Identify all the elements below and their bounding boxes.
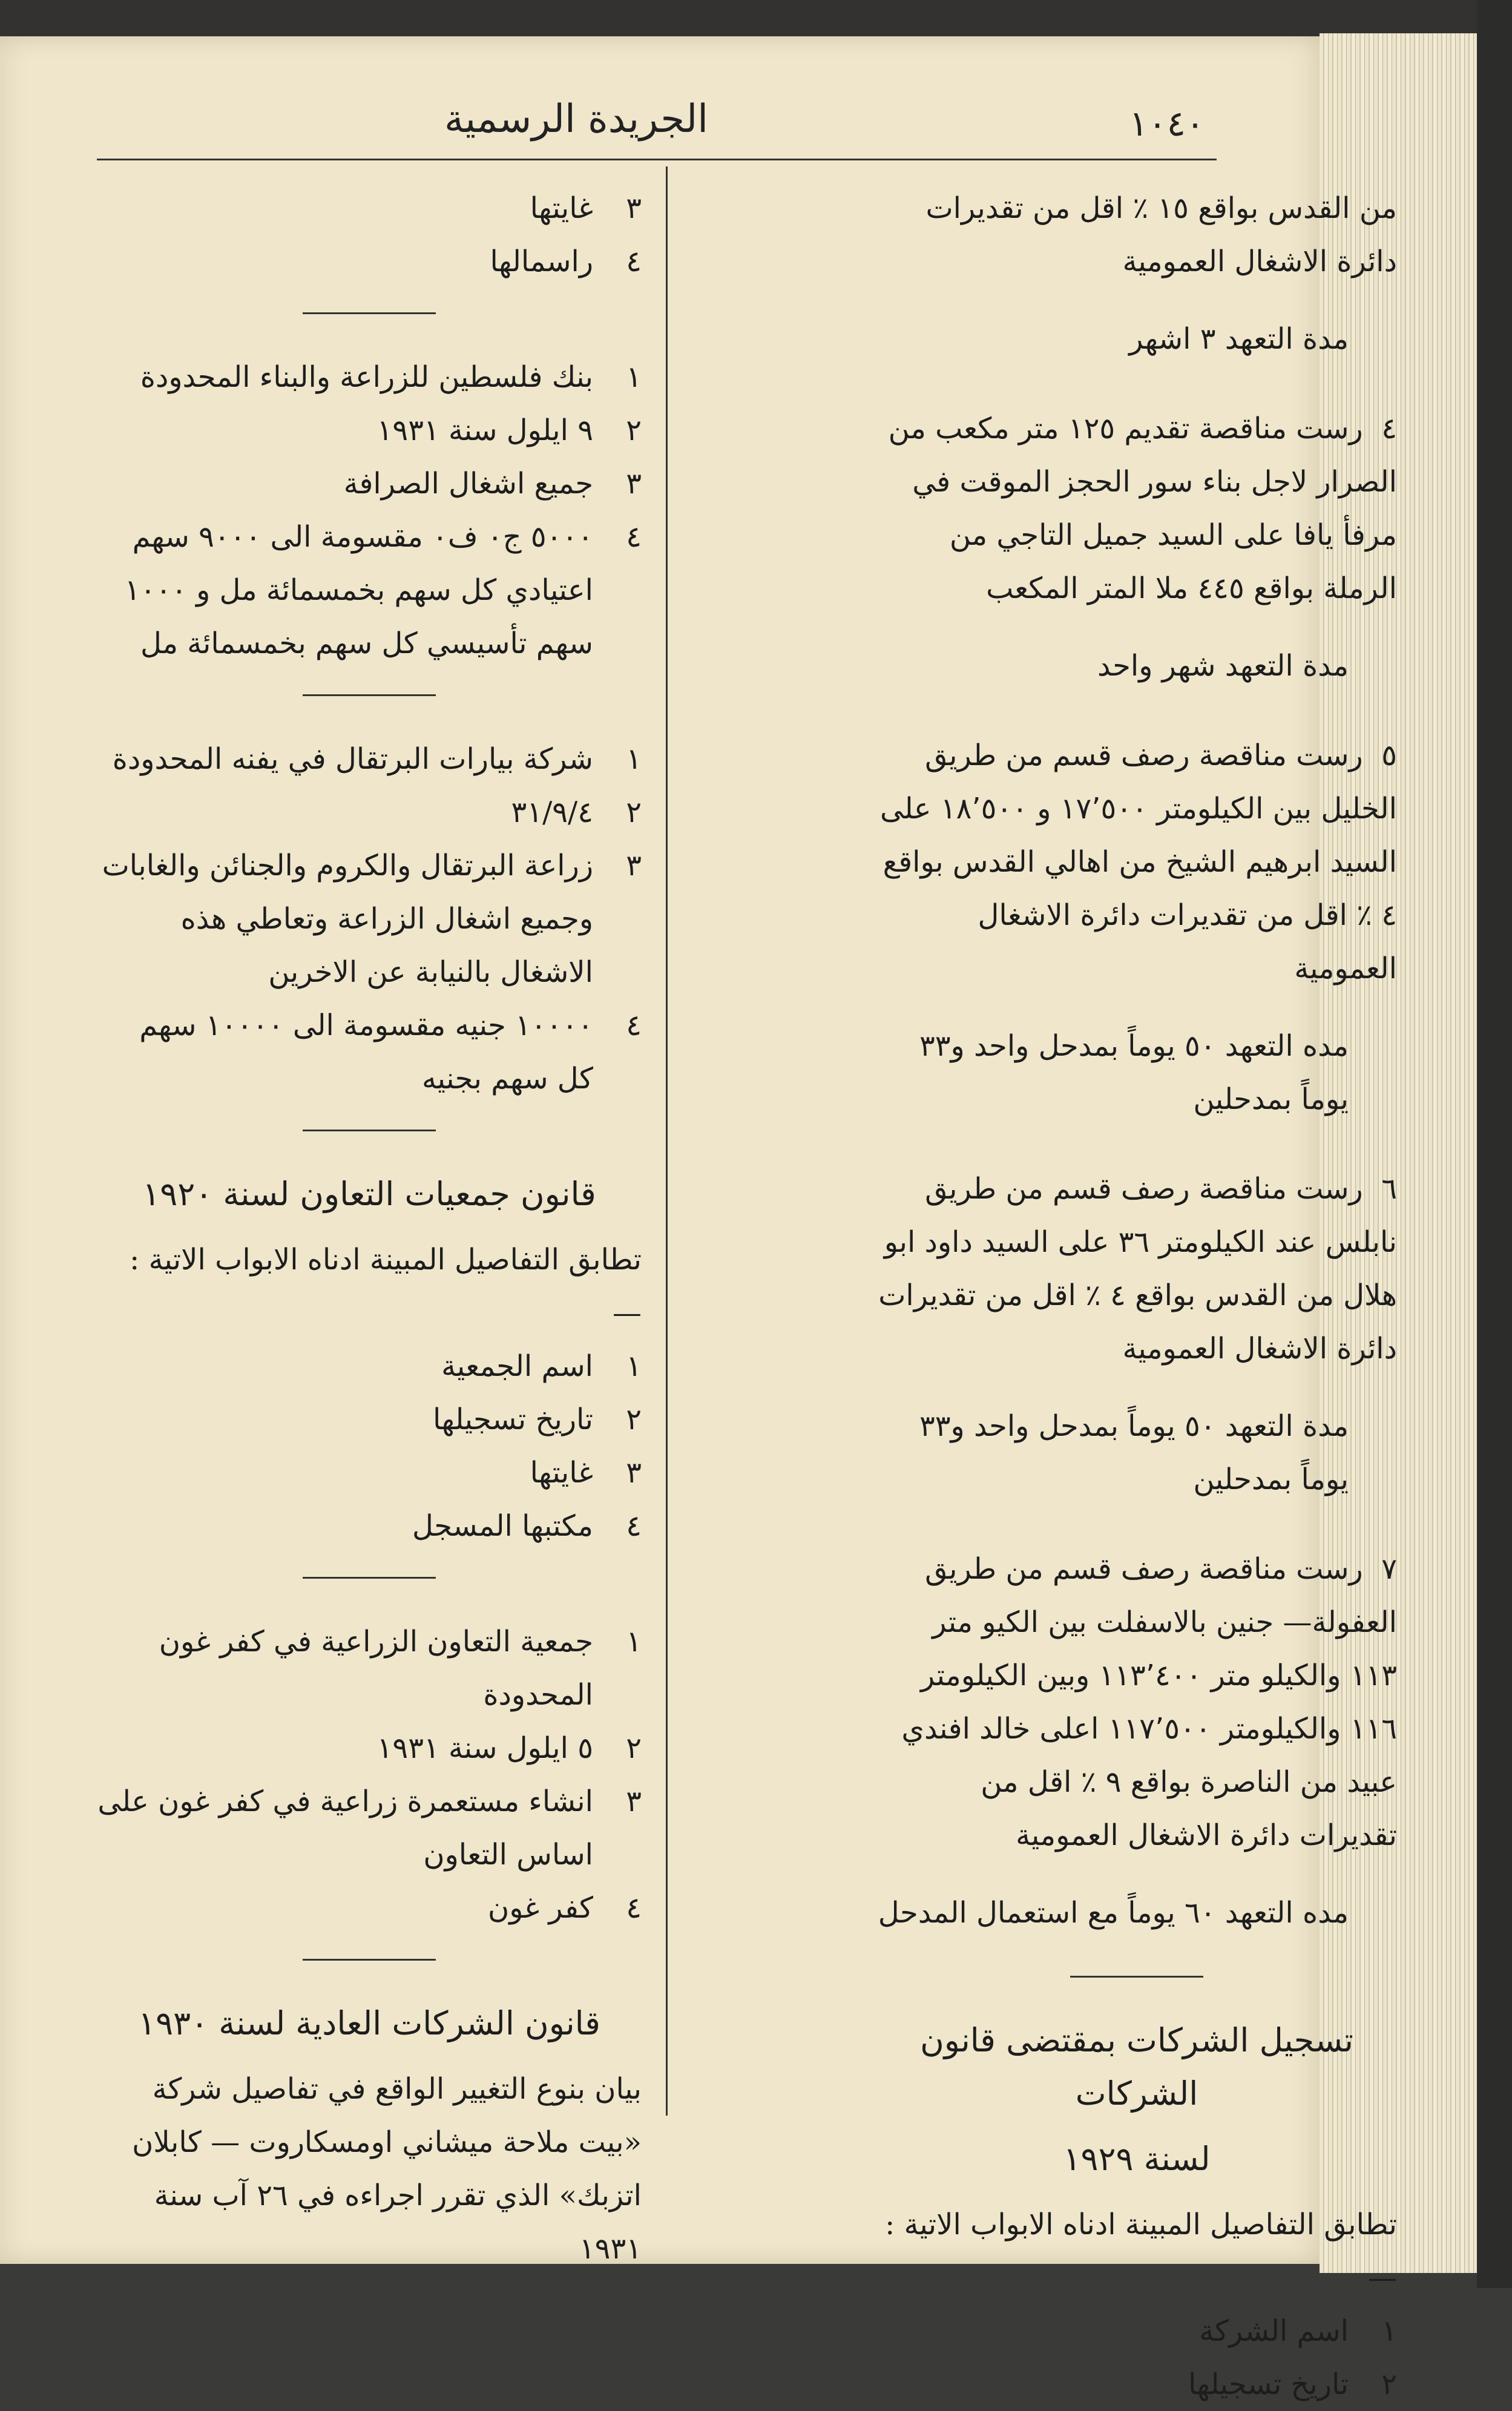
coop-intro: تطابق التفاصيل المبينة ادناه الابواب الاتية : —	[130, 1243, 642, 1330]
list-item: ١ بنك فلسطين للزراعة والبناء المحدودة	[140, 360, 642, 394]
separator	[303, 694, 436, 696]
tender-6	[876, 1162, 1397, 1506]
tender-number: ٥	[1381, 738, 1397, 772]
list-item: ٤ كفر غون	[487, 1891, 642, 1925]
list-item: ٢ ٥ ايلول سنة ١٩٣١	[376, 1731, 642, 1765]
book-top-shadow	[0, 0, 1512, 36]
list-item: ٣ جميع اشغال الصرافة	[343, 467, 642, 501]
company-2	[97, 732, 642, 1105]
separator	[303, 1130, 436, 1131]
tender-text: رست مناقصة رصف قسم من طريق الخليل بين الكيلومتر ١٧٬٥٠٠ و ١٨٬٥٠٠ على السيد ابرهيم الشيخ من اهالي القدس بواقع ٤ ٪ اقل من تقديرات دائرة الاشغال العمومية	[880, 738, 1397, 985]
tender-number: ٧	[1381, 1552, 1397, 1586]
list-item: ٤ مكتبها المسجل	[412, 1509, 642, 1543]
column-divider	[666, 166, 668, 2116]
right-column	[876, 182, 1397, 2411]
separator	[303, 1577, 436, 1579]
tender-duration: مده التعهد ٥٠ يوماً بمدحل واحد و٣٣ يوماً بمدحلين	[919, 1029, 1349, 1116]
list-item: ١ شركة بيارات البرتقال في يفنه المحدودة	[112, 742, 642, 776]
company-1	[97, 350, 642, 670]
tender-duration: مدة التعهد شهر واحد	[1097, 649, 1349, 683]
page-header	[97, 91, 1223, 157]
list-item: ٢ ٩ ايلول سنة ١٩٣١	[376, 413, 642, 447]
tender-text: رست مناقصة رصف قسم من طريق نابلس عند الكيلومتر ٣٦ على السيد داود ابو هلال من القدس بواقع ٤ ٪ اقل من تقديرات دائرة الاشغال العمومية	[878, 1172, 1397, 1366]
list-item: ١ اسم الجمعية	[441, 1349, 642, 1383]
separator	[1070, 1976, 1203, 1978]
list-item: ٣ غايتها	[530, 1456, 642, 1490]
gazette-title: الجريدة الرسمية	[444, 97, 708, 142]
tender-text: رست مناقصة رصف قسم من طريق العفولة— جنين بالاسفلت بين الكيو متر ١١٣ والكيلو متر ١١٣٬٤٠٠ وبين الكيلومتر ١١٦ والكيلومتر ١١٧٬٥٠٠ اعلى خالد افندي عبيد من الناصرة بواقع ٩ ٪ اقل من تقديرات دائرة الاشغال العمومية	[901, 1552, 1397, 1852]
tender-4	[876, 402, 1397, 692]
list-item: ٢ ٣١/٩/٤	[511, 795, 642, 829]
coop-1	[97, 1615, 642, 1935]
tender-5	[876, 729, 1397, 1126]
list-item: ٣ زراعة البرتقال والكروم والجنائن والغابات وجميع اشغال الزراعة وتعاطي هذه الاشغال بالنيابة عن الاخرين	[102, 849, 642, 989]
list-item: ٤ ١٠٠٠٠ جنيه مقسومة الى ١٠٠٠٠ سهم كل سهم بجنيه	[139, 1008, 642, 1096]
section-year: لسنة ١٩٢٩	[1063, 2140, 1211, 2178]
coop-law-title: قانون جمعيات التعاون لسنة ١٩٢٠	[142, 1175, 596, 1213]
list-item: ٤ راسمالها	[490, 245, 642, 278]
header-rule	[97, 159, 1217, 160]
list-item: ١ جمعية التعاون الزراعية في كفر غون المحدودة	[159, 1625, 642, 1712]
tender-number: ٦	[1381, 1172, 1397, 1206]
page-number: ١٠٤٠	[1129, 103, 1205, 144]
list-item: ٣ غايتها	[530, 191, 642, 225]
left-column	[97, 182, 642, 2275]
ordinary-companies-law-title: قانون الشركات العادية لسنة ١٩٣٠	[138, 2004, 600, 2042]
separator	[303, 312, 436, 314]
ordinary-companies-text: بيان بنوع التغيير الواقع في تفاصيل شركة «بيت ملاحة ميشاني اومسكاروت — كابلان اتزبك» الذي تقرر اجراءه في ٢٦ آب سنة ١٩٣١	[132, 2072, 642, 2266]
list-item: ١ اسم الشركة	[1199, 2314, 1397, 2348]
tender-duration: مدة التعهد ٥٠ يوماً بمدحل واحد و٣٣ يوماً بمدحلين	[919, 1409, 1349, 1496]
list-item: ٤ ٥٠٠٠ ج٠ ف٠ مقسومة الى ٩٠٠٠ سهم اعتيادي كل سهم بخمسمائة مل و ١٠٠٠ سهم تأسيسي كل سهم بخمسمائة مل	[124, 520, 642, 660]
tender-7	[876, 1542, 1397, 1939]
book-cover	[1477, 0, 1512, 2288]
list-item: ٢ تاريخ تسجيلها	[1188, 2367, 1397, 2401]
separator	[303, 1959, 436, 1961]
tender-number: ٤	[1381, 412, 1397, 446]
tender-text: رست مناقصة تقديم ١٢٥ متر مكعب من الصرار لاجل بناء سور الحجز الموقت في مرفأ يافا على السيد جميل التاجي من الرملة بواقع ٤٤٥ ملا المتر المكعب	[888, 412, 1397, 605]
section-intro: تطابق التفاصيل المبينة ادناه الابواب الاتية : —	[885, 2208, 1397, 2295]
list-item: ٢ تاريخ تسجيلها	[432, 1403, 642, 1436]
tender-duration: مده التعهد ٦٠ يوماً مع استعمال المدحل	[878, 1896, 1349, 1930]
intro-text: من القدس بواقع ١٥ ٪ اقل من تقديرات دائرة الاشغال العمومية	[925, 191, 1397, 278]
intro-duration: مدة التعهد ٣ اشهر	[1129, 322, 1349, 356]
list-item: ٣ انشاء مستعمرة زراعية في كفر غون على اساس التعاون	[97, 1784, 642, 1872]
section-title: تسجيل الشركات بمقتضى قانون الشركات	[920, 2021, 1353, 2113]
